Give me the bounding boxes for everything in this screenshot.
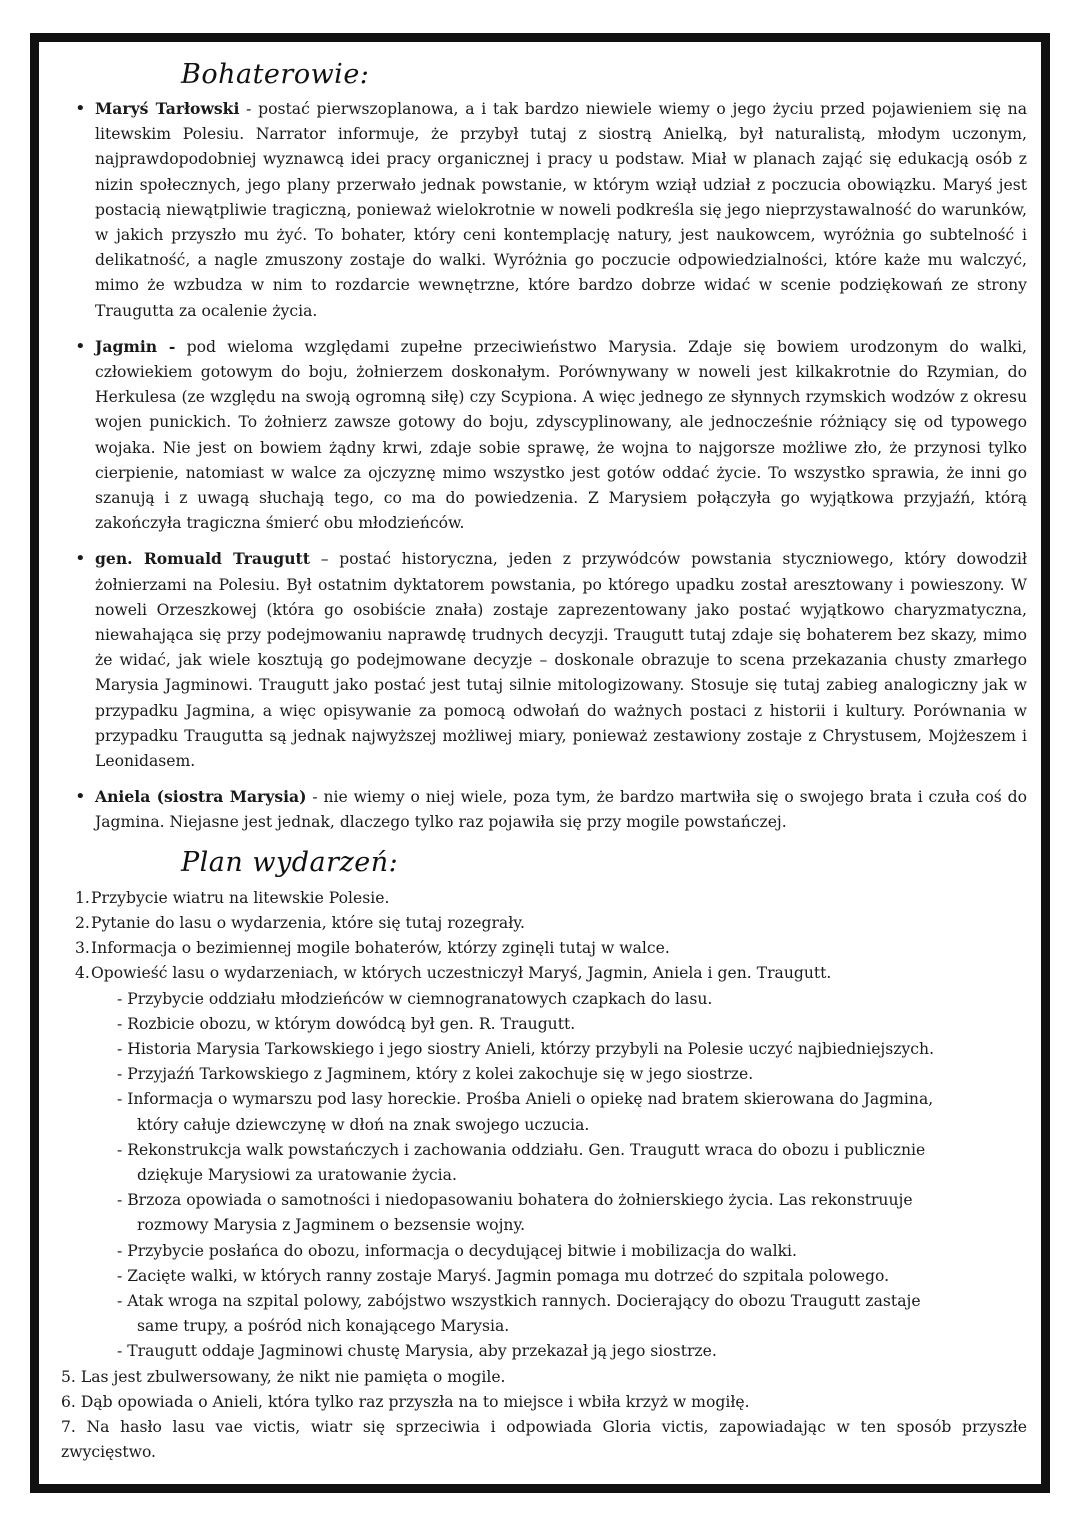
character-name: Jagmin - bbox=[95, 336, 176, 356]
character-item bbox=[61, 546, 1027, 774]
character-name: Aniela (siostra Marysia) bbox=[95, 787, 307, 807]
character-item bbox=[61, 784, 1027, 835]
heading-plan: Plan wydarzeń: bbox=[181, 846, 399, 878]
plan-item-text: Opowieść lasu o wydarzeniach, w których uczestniczył Maryś, Jagmin, Aniela i gen. Traugutt. bbox=[91, 964, 832, 983]
plan-item bbox=[61, 936, 1027, 961]
plan-subitem-line: - Przybycie posłańca do obozu, informacja o decydującej bitwie i mobilizacja do walki. bbox=[117, 1241, 797, 1260]
document-content bbox=[61, 58, 1027, 1465]
character-name: Maryś Tarłowski bbox=[95, 99, 240, 118]
character-item bbox=[61, 334, 1027, 537]
character-item bbox=[61, 96, 1027, 324]
plan-subitem-continuation: same trupy, a pośród nich konającego Marysia. bbox=[137, 1317, 510, 1336]
plan-item-text: Przybycie wiatru na litewskie Polesie. bbox=[91, 888, 390, 907]
plan-item-final: 7. Na hasło lasu vae victis, wiatr się sprzeciwia i odpowiada Gloria victis, zapowiadając w ten sposób przyszłe zwycięstwo. bbox=[61, 1417, 1027, 1462]
plan-item bbox=[61, 961, 1027, 986]
plan-subitem-line: - Zacięte walki, w których ranny zostaje Maryś. Jagmin pomaga mu dotrzeć do szpitala polowego. bbox=[117, 1266, 890, 1285]
plan-subitem bbox=[61, 1037, 1027, 1062]
plan-item-number: 3. bbox=[75, 939, 90, 958]
plan-item-final: 5. Las jest zbulwersowany, że nikt nie pamięta o mogile. bbox=[61, 1367, 506, 1386]
page-frame bbox=[30, 33, 1050, 1493]
character-description: pod wieloma względami zupełne przeciwieństwo Marysia. Zdaje się bowiem urodzonym do walki, człowiekiem gotowym do boju, żołnierzem doskonałym. Porównywany w noweli jest kilkakrotnie do Rzymian, do Herkulesa (ze względu na swoją ogromną siłę) czy Scypiona. A więc jednego ze słynnych rzymskich wodzów z okresu wojen punickich. To żołnierz zawsze gotowy do boju, zdyscyplinowany, ale jednocześnie różniący się od typowego wojaka. Nie jest on bowiem żądny krwi, zdaje sobie sprawę, że wojna to najgorsze możliwe zło, że przynosi tylko cierpienie, natomiast w walce za ojczyznę mimo wszystko jest gotów oddać życie. To wszystko sprawia, że inni go szanują i z uwagą słuchają tego, co ma do powiedzenia. Z Marysiem połączyła go wyjątkowa przyjaźń, którą zakończyła tragiczna śmierć obu młodzieńców. bbox=[95, 337, 1027, 533]
plan-subitem-continuation: który całuje dziewczynę w dłoń na znak swojego uczucia. bbox=[137, 1115, 590, 1134]
plan-subitem-line: - Historia Marysia Tarkowskiego i jego siostry Anieli, którzy przybyli na Polesie uczyć najbiedniejszych. bbox=[117, 1039, 935, 1058]
plan-subitem-line: - Rozbicie obozu, w którym dowódcą był gen. R. Traugutt. bbox=[117, 1014, 576, 1033]
plan-item-final: 6. Dąb opowiada o Anieli, która tylko raz przyszła na to miejsce i wbiła krzyż w mogiłę. bbox=[61, 1392, 750, 1411]
character-name: gen. Romuald Traugutt bbox=[95, 549, 310, 569]
plan-subitem bbox=[61, 1012, 1027, 1037]
plan-subitem bbox=[61, 1239, 1027, 1264]
plan-item-text: Informacja o bezimiennej mogile bohaterów, którzy zginęli tutaj w walce. bbox=[91, 939, 670, 958]
character-description: - nie wiemy o niej wiele, poza tym, że bardzo martwiła się o swojego brata i czuła coś do Jagmina. Niejasne jest jednak, dlaczego tylko raz pojawiła się przy mogile powstańczej. bbox=[95, 788, 1027, 832]
plan-item-number: 1. bbox=[75, 888, 90, 907]
plan-subitem-line: - Rekonstrukcja walk powstańczych i zachowania oddziału. Gen. Traugutt wraca do obozu i publicznie bbox=[117, 1140, 926, 1159]
plan-subitem bbox=[61, 1188, 1027, 1238]
plan-item-number: 2. bbox=[75, 913, 90, 932]
plan-item bbox=[61, 911, 1027, 936]
plan-subitem bbox=[61, 1087, 1027, 1137]
plan-subitem-continuation: dziękuje Marysiowi za uratowanie życia. bbox=[137, 1165, 457, 1184]
plan-subitem-line: - Traugutt oddaje Jagminowi chustę Marysia, aby przekazał ją jego siostrze. bbox=[117, 1342, 717, 1361]
plan-item-text: Pytanie do lasu o wydarzenia, które się tutaj rozegrały. bbox=[91, 913, 525, 932]
character-description: – postać historyczna, jeden z przywódców powstania styczniowego, który dowodził żołnierzami na Polesiu. Był ostatnim dyktatorem powstania, po którego upadku został aresztowany i powieszony. W noweli Orzeszkowej (która go osobiście znała) zostaje zaprezentowany jako postać wyjątkowo charyzmatyczna, niewahająca się przy podejmowaniu naprawdę trudnych decyzji. Traugutt tutaj zdaje się bohaterem bez skazy, mimo że widać, jak wiele kosztują go podejmowane decyzje – doskonale obrazuje to scena przekazania chusty zmarłego Marysia Jagminowi. Traugutt jako postać jest tutaj silnie mitologizowany. Stosuje się tutaj zabieg analogiczny jak w przypadku Jagmina, a więc opisywanie za pomocą odwołań do ważnych postaci z historii i kultury. Porównania w przypadku Traugutta są jednak najwyższej możliwej miary, ponieważ zestawiony zostaje z Chrystusem, Mojżeszem i Leonidasem. bbox=[95, 550, 1027, 771]
plan-subitem-line: - Informacja o wymarszu pod lasy horeckie. Prośba Anieli o opiekę nad bratem skierowana do Jagmina, bbox=[117, 1090, 934, 1109]
character-description: - postać pierwszoplanowa, a i tak bardzo niewiele wiemy o jego życiu przed pojawieniem się na litewskim Polesiu. Narrator informuje, że przybył tutaj z siostrą Anielką, był naturalistą, młodym uczonym, najprawdopodobniej wyznawcą idei pracy organicznej i pracy u podstaw. Miał w planach zająć się edukacją osób z nizin społecznych, jego plany przerwało jednak powstanie, w którym wziął udział z poczucia obowiązku. Maryś jest postacią niewątpliwie tragiczną, ponieważ wielokrotnie w noweli podkreśla się jego nieprzystawalność do warunków, w jakich przyszło mu żyć. To bohater, który ceni kontemplację natury, jest naukowcem, wyróżnia go subtelność i delikatność, a nagle zmuszony zostaje do walki. Wyróżnia go poczucie odpowiedzialności, które każe mu walczyć, mimo że wzbudza w nim to rozdarcie wewnętrzne, które bardzo dobrze widać w scenie podziękowań ze strony Traugutta za ocalenie życia. bbox=[95, 100, 1027, 320]
heading-heroes: Bohaterowie: bbox=[181, 59, 370, 90]
plan-subitem-line: - Atak wroga na szpital polowy, zabójstwo wszystkich rannych. Docierający do obozu Traugutt zastaje bbox=[117, 1291, 921, 1310]
plan-list bbox=[61, 886, 1027, 1466]
plan-subitem-line: - Brzoza opowiada o samotności i niedopasowaniu bohatera do żołnierskiego życia. Las rekonstruuje bbox=[117, 1191, 913, 1210]
plan-item bbox=[61, 886, 1027, 911]
plan-subitem-line: - Przyjaźń Tarkowskiego z Jagminem, który z kolei zakochuje się w jego siostrze. bbox=[117, 1065, 754, 1084]
plan-subitem bbox=[61, 1289, 1027, 1339]
characters-list bbox=[61, 96, 1027, 836]
plan-subitem-line: - Przybycie oddziału młodzieńców w ciemnogranatowych czapkach do lasu. bbox=[117, 989, 713, 1008]
plan-subitem bbox=[61, 1062, 1027, 1087]
plan-subitem bbox=[61, 1339, 1027, 1364]
plan-item-number: 4. bbox=[75, 964, 90, 983]
plan-subitem bbox=[61, 1264, 1027, 1289]
plan-subitem-continuation: rozmowy Marysia z Jagminem o bezsensie wojny. bbox=[137, 1216, 526, 1235]
plan-subitem bbox=[61, 1138, 1027, 1188]
plan-subitem bbox=[61, 987, 1027, 1012]
